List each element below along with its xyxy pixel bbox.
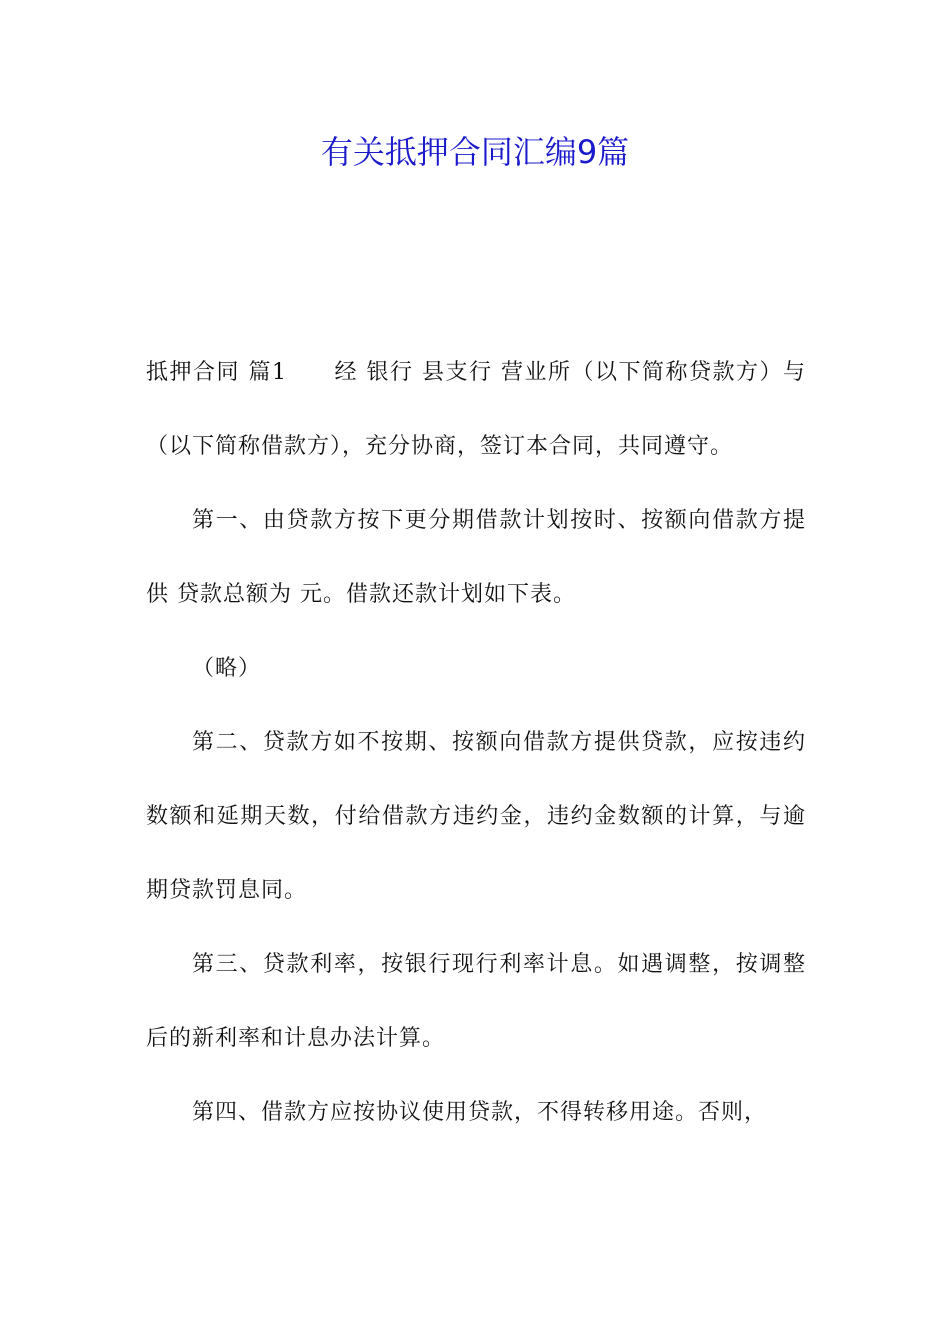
paragraph-clause-1: 第一、由贷款方按下更分期借款计划按时、按额向借款方提供 贷款总额为 元。借款还款计划如下表。: [146, 508, 806, 607]
document-body: [146, 336, 806, 1150]
paragraph-clause-4: 第四、借款方应按协议使用贷款，不得转移用途。否则，: [192, 1100, 768, 1125]
paragraph-clause-2: 第二、贷款方如不按期、按额向借款方提供贷款，应按违约数额和延期天数，付给借款方违约金，违约金数额的计算，与逾期贷款罚息同。: [146, 730, 806, 903]
paragraph-omitted: （略）: [192, 656, 262, 681]
paragraph-clause-3: 第三、贷款利率，按银行现行利率计息。如遇调整，按调整后的新利率和计息办法计算。: [146, 952, 806, 1051]
paragraph-intro: 抵押合同 篇1 经 银行 县支行 营业所（以下简称贷款方）与 （以下简称借款方），充分协商，签订本合同，共同遵守。: [146, 360, 806, 459]
document-title: 有关抵押合同汇编9篇: [320, 133, 630, 171]
